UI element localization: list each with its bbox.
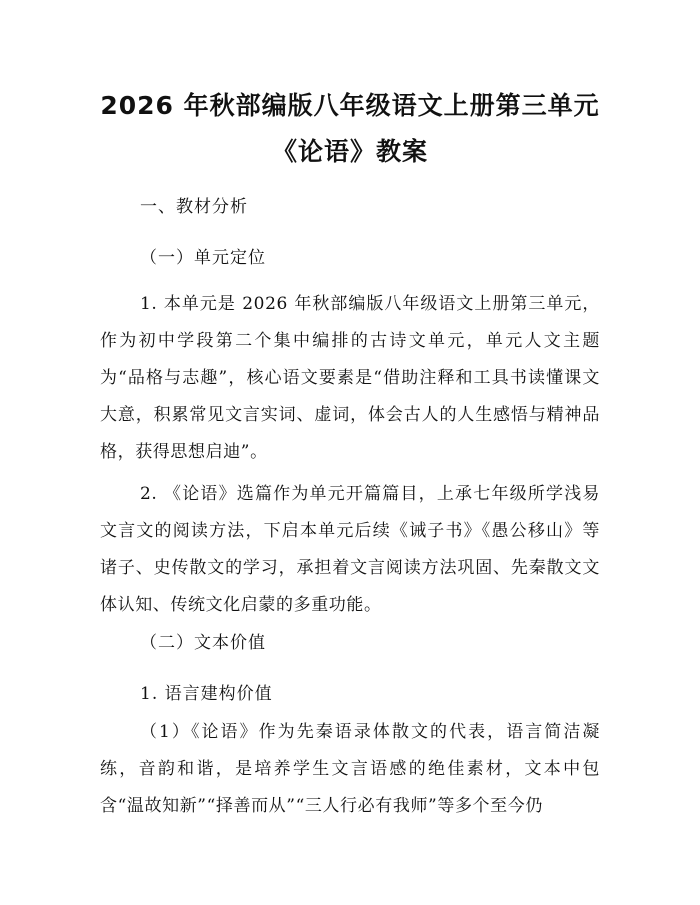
point-heading-language-construction: 1. 语言建构价值 (140, 684, 273, 704)
subsection-heading-text-value: （二）文本价值 (140, 633, 266, 653)
document-title-line1: 2026 年秋部编版八年级语文上册第三单元 (100, 91, 600, 120)
paragraph-lunyu-role: 2. 《论语》选篇作为单元开篇篇目，上承七年级所学浅易文言文的阅读方法，下启本单元后续《诫子书》《愚公移山》等诸子、史传散文的学习，承担着文言阅读方法巩固、先秦散文文体认知、传统文化启蒙的多重功能。 (100, 484, 600, 615)
paragraph-unit-overview: 1. 本单元是 2026 年秋部编版八年级语文上册第三单元，作为初中学段第二个集中编排的古诗文单元，单元人文主题为“品格与志趣”，核心语文要素是“借助注释和工具书读懂课文大意，积累常见文言实词、虚词，体会古人的人生感悟与精神品格，获得思想启迪”。 (100, 294, 600, 462)
section-heading-textbook-analysis: 一、教材分析 (140, 197, 248, 217)
subsection-heading-unit-positioning: （一）单元定位 (140, 248, 266, 268)
document-title-line2: 《论语》教案 (271, 137, 428, 166)
paragraph-language-value: （1）《论语》作为先秦语录体散文的代表，语言简洁凝练，音韵和谐，是培养学生文言语感的绝佳素材，文本中包含“温故知新”“择善而从”“三人行必有我师”等多个至今仍 (100, 722, 600, 816)
